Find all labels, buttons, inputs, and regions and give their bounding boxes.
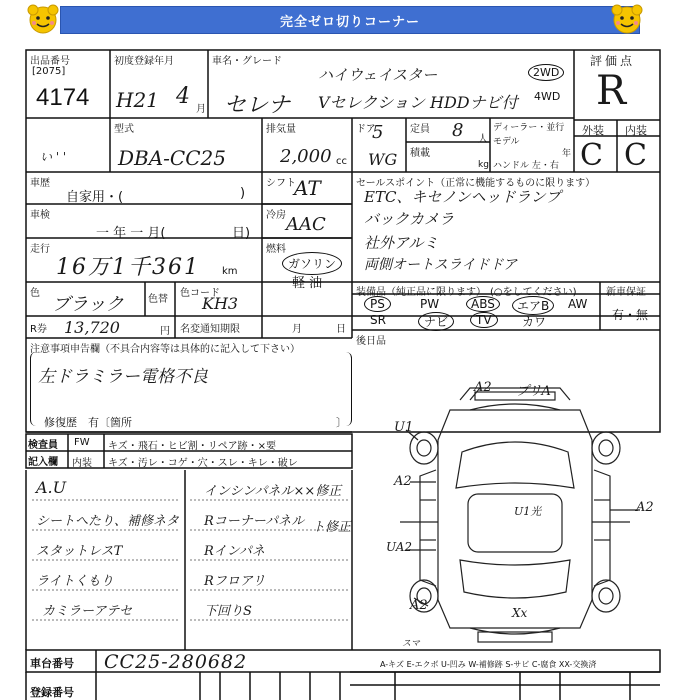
equip-airbag: エアB [512,296,554,315]
grade-ext-value: C [580,138,603,173]
diagram-label-4: A2 [394,474,412,489]
vehicle-grade-top: ハイウェイスター [318,66,438,84]
remark-right-3: Rインパネ [204,544,265,559]
lot-label: 出品番号 [30,56,70,67]
usage-label: 車歴 [30,178,50,189]
color-code: KH3 [202,294,239,313]
color-label: 色 [30,288,40,299]
lot-sub: [2075] [32,66,66,77]
diagram-label-3: U1 [394,420,414,435]
load-label: 積載 [410,148,430,159]
diagram-label-6: A2 [636,500,654,515]
new-warranty-value: 有・無 [612,308,649,322]
diagram-label-7: UA2 [386,540,413,554]
int-label: 内装 [72,458,92,469]
capacity-label: 定員 [410,124,430,135]
equip-pw: PW [420,297,440,311]
color-code-label: 色コード [180,288,220,299]
fuel-gas: ガソリン [282,252,342,275]
equip-sr: SR [370,313,386,327]
fw-text: キズ・飛石・ヒビ割・リペア跡・×要 [108,441,276,452]
model-value: DBA-CC25 [118,146,226,170]
remark-right-4: Rフロアリ [204,574,266,589]
displacement-label: 排気量 [266,124,296,135]
damage-legend: A-キズ E-エクボ U-凹み W-補修跡 S-サビ C-腐食 XX-交換済 [380,660,597,669]
repair-label: 修復歴 有〔箇所 [44,416,132,429]
inspector-label: 検査員 [28,440,58,451]
drive-4wd: 4WD [534,90,561,103]
equip-tv: TV [470,312,498,328]
vehicle-grade: Vセレクション HDDナビ付 [318,93,518,112]
notes-value: 左ドラミラー電格不良 [38,367,208,387]
diagram-label-9: スマ [402,639,420,649]
registration-year: H21 [116,88,159,112]
int-text: キズ・汚レ・コゲ・穴・スレ・キレ・破レ [108,458,298,469]
mileage-unit: km [222,266,238,277]
remark-left-1: A.U [36,478,67,497]
vehicle-name: セレナ [224,93,291,118]
sales-point-2: バックカメラ [364,210,455,228]
model-label: 型式 [114,124,134,135]
diagram-label-10: Xx [512,606,528,620]
mileage-label: 走行 [30,244,50,255]
dealer-handle: ハンドル 左・右 [493,161,559,171]
recycle-label: R券 [30,324,47,335]
inspection-end: 日) [232,226,251,241]
doors-value: 5 [372,122,384,143]
capacity-value: 8 [452,120,464,141]
grade-int-value: C [624,138,647,173]
diagram-label-1: A2 [474,380,492,395]
remark-right-1: インシンパネル××修正 [204,484,342,499]
dealer-model-label: モデル [493,137,520,147]
shift-label: シフト [266,178,296,189]
chassis-label: 車台番号 [30,657,74,670]
new-warranty-label: 新車保証 [606,287,646,298]
diagram-label-8: A2 [410,598,428,613]
remark-left-5: カミラーアテセ [42,604,133,619]
remark-extra: ト修正 [312,520,352,535]
lot-number: 4174 [36,84,90,111]
equip-ps: PS [364,296,391,312]
sales-point-3: 社外アルミ [364,234,439,252]
color-value: ブラック [52,294,124,315]
remark-left-2: シートへたり、補修ネタ [36,514,180,529]
inspection-value: 一 年 一 月( [96,226,166,241]
repair-close: 〕 [336,416,347,429]
fuel-diesel: 軽 油 [292,276,323,291]
recycle-day: 日 [336,324,346,335]
grade-label: 評価点 [590,54,636,68]
equip-navi: ナビ [418,312,454,331]
chassis-value: CC25-280682 [104,651,248,673]
sales-point-1: ETC、キセノンヘッドランプ [364,188,561,206]
usage-value: 自家用・( [66,190,124,205]
recycle-unit: 円 [160,326,170,337]
capacity-unit: 人 [478,134,488,145]
remark-left-4: ライトくもり [36,574,114,589]
inspection-label: 車検 [30,210,50,221]
registration-month: 4 [176,84,190,109]
mileage-value: 16万1千361 [56,255,200,280]
recycle-month: 月 [292,324,302,335]
equip-leather: カワ [522,315,547,329]
shift-value: AT [294,176,321,200]
recycle-value: 13,720 [64,318,120,337]
color-change-label: 色替 [148,294,168,305]
back-date-label: 後日品 [356,336,386,347]
entry-label: 記入欄 [28,457,58,468]
dealer-label: ディーラー・並行 [493,123,565,133]
grade-value: R [596,68,627,114]
aircon-label: 冷房 [266,210,286,221]
diagram-label-5: U1光 [514,505,542,518]
remark-left-3: スタットレスT [36,544,123,559]
registration-no-label: 登録番号 [30,686,74,699]
lot-dots: い ' ' [40,150,67,164]
displacement-value: 2,000 [280,146,332,167]
dealer-model-year: 年 [562,149,572,159]
registration-label: 初度登録年月 [114,56,174,67]
sales-point-4: 両側オートスライドドア [364,257,518,273]
usage-close: ) [240,186,246,201]
diagram-label-2: プリA [516,384,551,399]
grade-ext-label: 外装 [582,124,604,137]
vehicle-label: 車名・グレード [212,56,282,67]
fuel-label: 燃料 [266,244,286,255]
recycle-name-change: 名変通知期限 [180,324,240,335]
drive-2wd: 2WD [528,64,564,81]
banner-title: 完全ゼロ切りコーナー [60,6,640,34]
aircon-value: AAC [286,214,326,235]
grade-int-label: 内装 [625,124,647,137]
displacement-unit: cc [336,156,347,167]
equip-abs: ABS [466,296,500,312]
sales-points-label: セールスポイント（正常に機能するものに限ります） [356,178,596,189]
registration-month-unit: 月 [196,104,206,115]
doors-label: ドア [356,124,376,135]
notes-label: 注意事項申告欄（不具合内容等は具体的に記入して下さい） [30,344,300,355]
equipment-note: (○をしてください) [490,287,577,298]
equipment-label: 装備品（純正品に限ります） [356,287,486,298]
load-unit: kg [478,160,489,170]
fw-label: FW [74,437,90,448]
remark-right-2: Rコーナーパネル [204,514,305,529]
equip-aw: AW [568,297,588,311]
doors-type: WG [368,150,398,169]
remark-right-5: 下回りS [204,604,252,619]
